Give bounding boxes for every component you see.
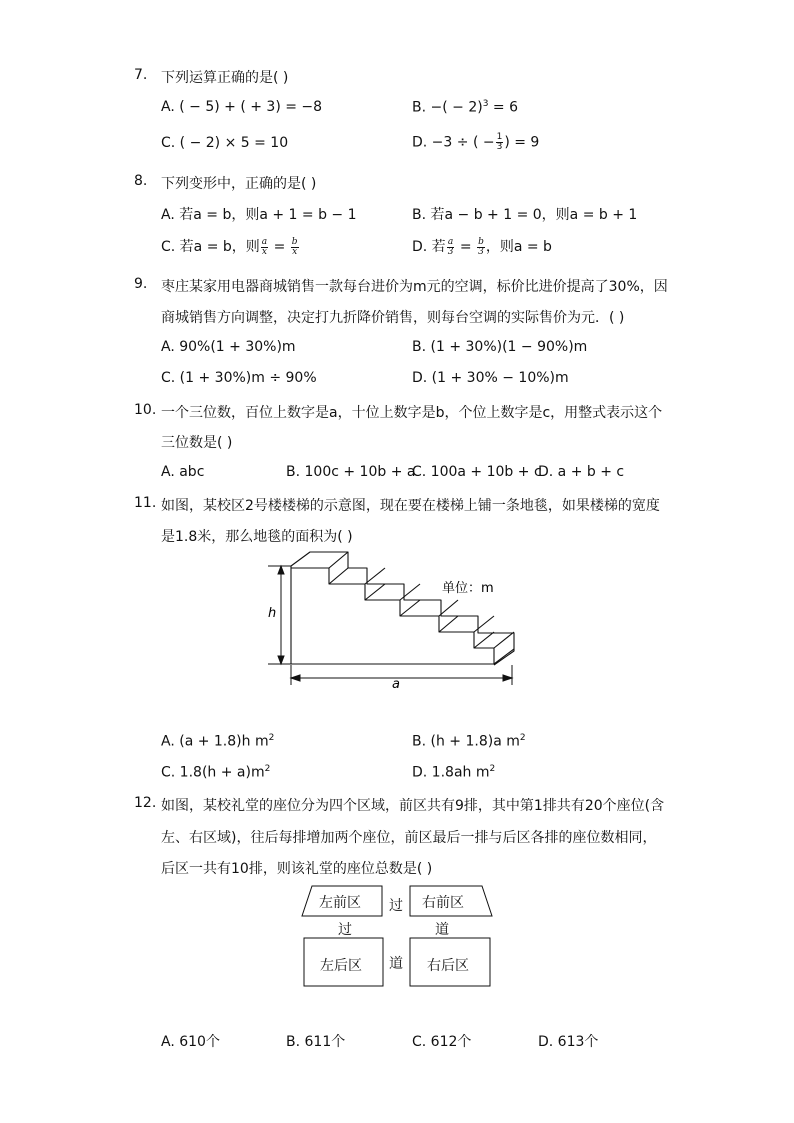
question-8-option-d: D. 若 $\frac{a}{3}$ = $\frac{b}{3}$ ，则a = b — [412, 236, 552, 257]
question-7-option-a: A. ( − 5) + ( + 3) = −8 — [161, 99, 323, 115]
question-8-stem: 下列变形中，正确的是( ) — [161, 176, 317, 192]
figure-unit-label: 单位：m — [442, 581, 494, 596]
question-10-option-c: C. 100a + 10b + c — [412, 464, 542, 480]
question-12-option-c: C. 612个 — [412, 1034, 472, 1050]
zone-right-front: 右前区 — [422, 895, 464, 911]
aisle-label-dao-1: 道 — [435, 922, 449, 938]
question-9-stem-line1: 枣庄某家用电器商城销售一款每台进价为m元的空调，标价比进价提高了30%，因 — [161, 279, 668, 295]
question-12-stem-line1: 如图，某校礼堂的座位分为四个区域，前区共有9排，其中第1排共有20个座位(含 — [161, 798, 665, 814]
aisle-label-guo-1: 过 — [389, 898, 403, 914]
question-12-option-a: A. 610个 — [161, 1034, 220, 1050]
question-7-option-d: D. −3 ÷ ( − $\frac{1}{3}$ ) = 9 — [412, 132, 540, 152]
auditorium-seating-figure — [298, 882, 498, 992]
aisle-label-dao-2: 道 — [389, 956, 403, 972]
question-11-option-b: B. (h + 1.8)a $m^2$ — [412, 733, 526, 750]
question-7-number: 7. — [134, 67, 148, 83]
question-12-option-d: D. 613个 — [538, 1034, 599, 1050]
question-10-option-b: B. 100c + 10b + a — [286, 464, 416, 480]
question-9-option-a: A. 90%(1 + 30%)m — [161, 339, 296, 355]
question-11-option-d: D. 1.8ah $m^2$ — [412, 764, 496, 781]
aisle-label-guo-2: 过 — [338, 922, 352, 938]
question-10-stem-line2: 三位数是( ) — [161, 435, 233, 451]
question-9-option-d: D. (1 + 30% − 10%)m — [412, 370, 569, 386]
question-9-option-b: B. (1 + 30%)(1 − 90%)m — [412, 339, 588, 355]
figure-label-h: h — [268, 606, 277, 621]
question-11-stem-line2: 是1.8米，那么地毯的面积为( ) — [161, 529, 353, 545]
question-8-number: 8. — [134, 173, 148, 189]
question-8-option-c: C. 若a = b，则 $\frac{a}{x}$ = $\frac{b}{x}$ — [161, 236, 298, 257]
question-10-number: 10. — [134, 402, 157, 418]
question-8-option-a: A. 若a = b，则a + 1 = b − 1 — [161, 207, 357, 223]
question-10-option-a: A. abc — [161, 464, 205, 480]
question-11-option-c: C. $1.8(h + a)m^2$ — [161, 764, 271, 781]
zone-left-front: 左前区 — [319, 895, 361, 911]
question-8-option-b: B. 若a − b + 1 = 0，则a = b + 1 — [412, 207, 638, 223]
question-9-stem-line2: 商城销售方向调整，决定打九折降价销售，则每台空调的实际售价为元．( ) — [161, 310, 625, 326]
question-11-stem-line1: 如图，某校区2号楼楼梯的示意图，现在要在楼梯上铺一条地毯，如果楼梯的宽度 — [161, 498, 660, 514]
question-12-option-b: B. 611个 — [286, 1034, 346, 1050]
question-9-number: 9. — [134, 276, 148, 292]
question-12-stem-line2: 左、右区域)，往后每排增加两个座位，前区最后一排与后区各排的座位数相同， — [161, 830, 657, 846]
question-12-number: 12. — [134, 795, 157, 811]
staircase-figure — [258, 545, 538, 695]
zone-right-back: 右后区 — [427, 958, 469, 974]
question-10-option-d: D. a + b + c — [538, 464, 625, 480]
question-12-stem-line3: 后区一共有10排，则该礼堂的座位总数是( ) — [161, 861, 433, 877]
question-11-option-a: A. (a + 1.8)h $m^2$ — [161, 733, 275, 750]
figure-label-a: a — [392, 677, 400, 692]
question-11-number: 11. — [134, 495, 157, 511]
question-7-option-b: B. −( − 2)$^3$ = 6 — [412, 99, 518, 116]
question-7-stem: 下列运算正确的是( ) — [161, 70, 289, 86]
question-7-option-c: C. ( − 2) × 5 = 10 — [161, 135, 289, 151]
question-9-option-c: C. (1 + 30%)m ÷ 90% — [161, 370, 317, 386]
zone-left-back: 左后区 — [320, 958, 362, 974]
question-10-stem-line1: 一个三位数，百位上数字是a，十位上数字是b，个位上数字是c，用整式表示这个 — [161, 405, 663, 421]
